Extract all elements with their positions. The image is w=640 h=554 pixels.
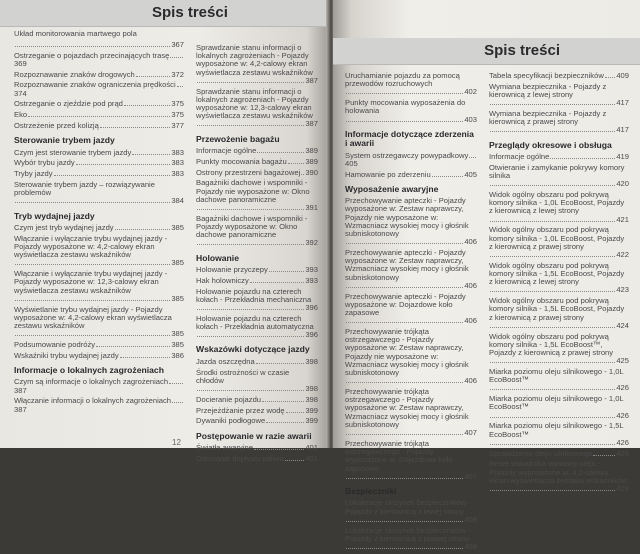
toc-entry-title: Wskaźniki trybu wydajnej jazdy	[14, 350, 119, 360]
toc-entry[interactable]	[489, 83, 629, 108]
toc-entry[interactable]	[14, 270, 184, 303]
toc-entry-page: 408	[464, 541, 477, 551]
toc-entry-page: 422	[616, 250, 629, 260]
toc-entry-page: 406	[464, 376, 477, 386]
toc-entry-title: Światła awaryjne	[196, 443, 253, 453]
toc-entry-title: System ostrzegawczy powypadkowy	[345, 150, 469, 160]
dot-leader	[177, 86, 183, 87]
toc-entry-page: 425	[616, 356, 629, 366]
toc-entry[interactable]	[14, 352, 184, 360]
dot-leader	[172, 402, 183, 403]
toc-entry-page: 383	[171, 158, 184, 168]
toc-entry-title: Wybór trybu jazdy	[14, 158, 75, 168]
toc-entry[interactable]	[345, 499, 477, 524]
toc-entry-page: 387	[305, 75, 318, 85]
toc-entry[interactable]	[489, 191, 629, 224]
toc-entry-title: Bagażniki dachowe i wspomniki - Pojazdy nie wyposażone w: Okno dachowe panoramiczne	[196, 178, 310, 204]
dot-leader	[346, 322, 463, 323]
toc-entry-title: Jazda oszczędna	[196, 356, 255, 366]
toc-entry-page: 374	[14, 88, 27, 98]
toc-entry-title: Informacje ogólne	[196, 146, 257, 156]
toc-entry-page: 399	[305, 416, 318, 426]
toc-entry-page: 398	[305, 394, 318, 404]
dot-leader	[169, 383, 183, 384]
section-heading: Wskazówki dotyczące jazdy	[196, 344, 310, 355]
dot-leader	[197, 244, 304, 245]
toc-entry-page: 387	[14, 404, 27, 414]
section-heading: Bezpieczniki	[345, 485, 397, 496]
toc-entry-title: Podsumowanie podróży	[14, 340, 96, 350]
toc-entry-title: Informacje ogólne	[489, 152, 550, 162]
toc-entry-title: Odcinanie dopływu paliwa	[196, 453, 284, 463]
dot-leader	[100, 127, 170, 128]
toc-entry-title: Holowanie przyczepy	[196, 265, 268, 275]
dot-leader	[197, 125, 304, 126]
right-page	[333, 0, 640, 551]
toc-entry-title: Punkty mocowania wyposażenia do holowania	[345, 98, 466, 116]
toc-entry-page: 407	[464, 428, 477, 438]
toc-entry[interactable]	[489, 226, 629, 259]
toc-entry-page: 420	[616, 179, 629, 189]
section-heading: Postępowanie w razie awarii	[196, 430, 312, 441]
toc-entry-title: Układ monitorowania martwego pola	[14, 29, 137, 38]
toc-entry[interactable]	[14, 235, 184, 268]
dot-leader	[301, 174, 304, 175]
dot-leader	[490, 291, 615, 292]
toc-entry-page: 377	[171, 120, 184, 130]
toc-entry-title: Przechowywanie apteczki - Pojazdy wyposażone w: Zestaw naprawczy, Pojazdy nie wyposażone w: Wzmacniacz wysokiej mocy i głośnik subniskotonowy	[345, 196, 469, 239]
toc-entry-title: Lokalizacje skrzynek bezpieczników - Pojazdy z kierownicą z prawej strony	[345, 525, 471, 543]
toc-entry[interactable]	[345, 99, 477, 124]
toc-entry[interactable]	[14, 159, 184, 167]
toc-entry[interactable]	[489, 368, 629, 393]
toc-entry[interactable]	[489, 333, 629, 366]
toc-entry-title: Lokalizacje skrzynek bezpieczników - Pojazdy z kierownicą z lewej strony	[345, 498, 471, 516]
toc-entry-title: Ostrzeganie o zjeździe pod prąd	[14, 99, 123, 109]
toc-entry-page: 399	[305, 405, 318, 415]
dot-leader	[490, 221, 615, 222]
section-heading: Wyposażenie awaryjne	[345, 183, 439, 194]
toc-entry-page: 383	[171, 147, 184, 157]
toc-entry-page: 421	[616, 214, 629, 224]
toc-entry-page: 396	[305, 303, 318, 313]
dot-leader	[490, 131, 615, 132]
toc-entry[interactable]	[196, 407, 318, 415]
dot-leader	[197, 209, 304, 210]
toc-entry-page: 419	[616, 152, 629, 162]
toc-entry[interactable]	[196, 288, 318, 313]
section-heading: Tryb wydajnej jazdy	[14, 210, 95, 221]
toc-entry-page: 385	[171, 258, 184, 268]
dot-leader	[250, 282, 305, 283]
toc-entry-page: 417	[616, 125, 629, 135]
toc-entry-page: 405	[464, 169, 477, 179]
toc-entry-title: Uruchamianie pojazdu za pomocą przewodów rozruchowych	[345, 71, 460, 89]
toc-entry-title: Dywaniki podłogowe	[196, 416, 266, 426]
section-heading: Sterowanie trybem jazdy	[14, 135, 115, 146]
dot-leader	[346, 521, 463, 522]
toc-entry[interactable]	[14, 111, 184, 119]
toc-entry-page: 390	[305, 167, 318, 177]
toc-entry-page: 428	[616, 484, 629, 494]
dot-leader	[490, 256, 615, 257]
toc-entry-page: 406	[464, 280, 477, 290]
toc-entry-page: 386	[171, 350, 184, 360]
dot-leader	[550, 158, 615, 159]
toc-entry-title: Czym są informacje o lokalnych zagrożeniach	[14, 377, 169, 387]
toc-entry[interactable]	[345, 171, 477, 179]
dot-leader	[285, 460, 305, 461]
section-heading: Przewożenie bagażu	[196, 133, 280, 144]
toc-entry[interactable]	[14, 41, 184, 49]
toc-entry-title: Sprawdzanie stanu informacji o lokalnych zagrożeniach - Pojazdy wyposażone w: 4,2-calowy ekran wyświetlacza zestawu wskaźników	[196, 43, 313, 77]
toc-entry-title: Miarka poziomu oleju silnikowego - 1,0L EcoBoost™	[489, 394, 624, 412]
toc-entry[interactable]	[14, 149, 184, 157]
toc-entry-title: Sprawdzanie stanu informacji o lokalnych zagrożeniach - Pojazdy wyposażone w: 12,3-calowy ekran wyświetlacza zestawu wskaźników	[196, 86, 313, 121]
toc-entry[interactable]	[14, 341, 184, 349]
toc-entry-page: 367	[171, 39, 184, 49]
toc-entry[interactable]	[196, 88, 318, 129]
toc-entry[interactable]	[196, 147, 318, 155]
left-column-2	[196, 44, 318, 466]
dot-leader	[346, 478, 463, 479]
dot-leader	[346, 93, 463, 94]
toc-entry-page: 383	[171, 169, 184, 179]
toc-entry[interactable]	[196, 266, 318, 274]
toc-entry[interactable]	[196, 358, 318, 366]
dot-leader	[76, 164, 171, 165]
toc-entry[interactable]	[14, 397, 184, 413]
toc-entry[interactable]	[196, 44, 318, 85]
toc-entry-page: 385	[171, 340, 184, 350]
toc-entry[interactable]	[14, 100, 184, 108]
dot-leader	[346, 121, 463, 122]
toc-entry-page: 393	[305, 275, 318, 285]
dot-leader	[197, 82, 304, 83]
dot-leader	[469, 157, 476, 158]
dot-leader	[269, 271, 305, 272]
dot-leader	[490, 327, 615, 328]
toc-entry[interactable]	[14, 306, 184, 339]
dot-leader	[257, 152, 304, 153]
toc-entry[interactable]	[489, 422, 629, 447]
dot-leader	[254, 449, 304, 450]
toc-entry-page: 384	[171, 196, 184, 206]
toc-entry-title: Włączanie i wyłączanie trybu wydajnej jazdy - Pojazdy wyposażone w: 12,3-calowy ekran wyświetlacza zestawu wskaźników	[14, 269, 168, 295]
toc-entry-title: Otwieranie i zamykanie pokrywy komory silnika	[489, 162, 625, 181]
dot-leader	[346, 548, 463, 549]
toc-entry-title: Punkty mocowania bagażu	[196, 156, 287, 166]
toc-entry-title: Włączanie informacji o lokalnych zagrożeniach	[14, 396, 172, 406]
dot-leader	[132, 154, 170, 155]
toc-entry-page: 402	[464, 87, 477, 97]
dot-leader	[593, 455, 615, 456]
toc-entry[interactable]	[14, 71, 184, 79]
dot-leader	[15, 202, 170, 203]
right-page-title: Spis treści	[484, 42, 560, 59]
toc-entry-title: Widok ogólny obszaru pod pokrywą komory silnika - 1,5L EcoBoost, Pojazdy z kierownicą z prawej strony	[489, 296, 625, 322]
dot-leader	[490, 185, 615, 186]
dot-leader	[170, 57, 183, 58]
toc-entry-page: 405	[345, 158, 358, 168]
toc-entry-page: 396	[305, 330, 318, 340]
toc-entry-page: 398	[305, 384, 318, 394]
toc-entry-page: 426	[616, 410, 629, 420]
toc-entry-page: 389	[305, 156, 318, 166]
toc-entry-title: Ostrony przestrzeni bagażowej	[196, 167, 301, 177]
dot-leader	[490, 490, 615, 491]
toc-entry-page: 423	[616, 285, 629, 295]
right-column-1	[345, 72, 477, 554]
toc-entry-page: 403	[464, 114, 477, 124]
toc-entry[interactable]	[345, 440, 477, 481]
toc-entry-title: Przechowywanie trójkąta ostrzegawczego - Pojazdy wyposażone w: Zestaw naprawczy, Pojazdy nie wyposażone w: Wzmacniacz wysokiej mocy i głośnik subniskotonowy	[345, 327, 469, 378]
dot-leader	[115, 229, 171, 230]
toc-entry-page: 401	[305, 453, 318, 463]
toc-entry[interactable]	[196, 455, 318, 463]
dot-leader	[346, 434, 463, 435]
toc-entry[interactable]	[14, 170, 184, 178]
toc-entry-page: 392	[305, 238, 318, 248]
dot-leader	[136, 76, 171, 77]
dot-leader	[15, 335, 170, 336]
dot-leader	[197, 390, 304, 391]
toc-entry-page: 389	[305, 146, 318, 156]
right-column-2	[489, 72, 629, 496]
toc-entry-page: 385	[171, 223, 184, 232]
dot-leader	[28, 116, 170, 117]
toc-entry-title: Widok ogólny obszaru pod pokrywą komory silnika - 1,5L EcoBoost™, Pojazdy z kierownicą z prawej strony	[489, 331, 614, 358]
toc-entry-title: Rozpoznawanie znaków drogowych	[14, 69, 135, 79]
toc-entry-title: Bagażniki dachowe i wspomniki - Pojazdy wyposażone w: Okno dachowe panoramiczne	[196, 213, 308, 240]
toc-entry[interactable]	[14, 224, 184, 232]
toc-entry-page: 369	[14, 58, 27, 68]
left-page-header	[0, 0, 330, 27]
toc-entry[interactable]	[489, 164, 629, 189]
toc-entry-title: Przechowywanie apteczki - Pojazdy wyposażone w: Zestaw naprawczy, Wzmacniacz wysokiej mocy i głośnik subniskotonowy	[345, 248, 469, 282]
toc-entry-page: 426	[616, 437, 629, 447]
toc-entry[interactable]	[489, 72, 629, 80]
toc-entry-page: 426	[616, 383, 629, 393]
toc-entry-title: Hamowanie po zderzeniu	[345, 169, 431, 179]
toc-entry[interactable]	[14, 122, 184, 130]
toc-entry[interactable]	[345, 293, 477, 326]
toc-entry-page: 398	[305, 356, 318, 366]
toc-entry-page: 372	[171, 69, 184, 79]
toc-entry-page: 417	[616, 98, 629, 108]
toc-entry-title: Czym jest tryb wydajnej jazdy	[14, 223, 114, 232]
toc-entry-page: 393	[305, 265, 318, 275]
right-page-header	[333, 38, 640, 65]
left-page-title: Spis treści	[152, 4, 228, 21]
toc-entry-page: 387	[14, 385, 27, 395]
toc-entry-title: Środki ostrożności w czasie chłodów	[196, 367, 290, 385]
toc-entry-page: 375	[171, 99, 184, 109]
toc-entry-title: Przechowywanie apteczki - Pojazdy wyposażone w: Dojazdowe koło zapasowe	[345, 291, 466, 318]
toc-entry[interactable]	[345, 328, 477, 385]
dot-leader	[490, 389, 615, 390]
toc-entry-page: 426	[616, 448, 629, 458]
dot-leader	[96, 346, 170, 347]
toc-entry[interactable]	[345, 388, 477, 437]
toc-entry-title: Ostrzeganie o pojazdach przecinających trasę	[14, 50, 170, 60]
toc-entry-title: Widok ogólny obszaru pod pokrywą komory silnika - 1,5L EcoBoost, Pojazdy z kierownicą z lewej strony	[489, 260, 625, 287]
toc-entry-page: 408	[464, 514, 477, 524]
toc-entry[interactable]	[489, 450, 629, 458]
toc-entry[interactable]	[196, 158, 318, 166]
section-heading: Informacje dotyczące zderzenia i awarii	[345, 128, 474, 149]
toc-entry-page: 385	[171, 329, 184, 339]
toc-entry-page: 409	[616, 71, 629, 80]
toc-entry[interactable]	[345, 197, 477, 246]
toc-entry-title: Wymiana bezpiecznika - Pojazdy z kierownicą z prawej strony	[489, 109, 607, 127]
toc-entry[interactable]	[489, 153, 629, 161]
toc-entry-title: Przechowywanie trójkąta ostrzegawczego - Pojazdy wyposażone w: Dojazdowe koło zapasowe	[345, 438, 453, 473]
dot-leader	[197, 336, 304, 337]
toc-entry-title: Rozpoznawanie znaków ograniczenia prędkości	[14, 80, 176, 90]
toc-entry-page: 387	[305, 119, 318, 129]
toc-entry[interactable]	[14, 30, 184, 38]
toc-entry-title: Miarka poziomu oleju silnikowego - 1,5L EcoBoost™	[489, 421, 624, 439]
toc-entry[interactable]	[196, 179, 318, 212]
toc-entry-page: 401	[305, 443, 318, 453]
dot-leader	[490, 104, 615, 105]
toc-entry-page: 407	[464, 471, 477, 481]
dot-leader	[605, 77, 616, 78]
dot-leader	[346, 382, 463, 383]
dot-leader	[15, 46, 170, 47]
dot-leader	[15, 264, 170, 265]
left-column-1	[14, 30, 184, 416]
dot-leader	[490, 417, 615, 418]
toc-entry[interactable]	[14, 52, 184, 68]
toc-entry-page: 424	[616, 320, 629, 330]
dot-leader	[120, 357, 171, 358]
toc-entry-title: Tabela specyfikacji bezpieczników	[489, 71, 604, 80]
dot-leader	[288, 163, 305, 164]
toc-entry-title: Ostrzeżenie przed kolizją	[14, 120, 99, 130]
toc-entry[interactable]	[196, 369, 318, 394]
toc-entry[interactable]	[489, 297, 629, 330]
toc-entry-title: Reset wskaźnika wymiany oleju - Pojazdy wyposażone w: 4,2-calowy ekran wyświetlacza zestawu wskaźników	[489, 459, 628, 485]
left-page-number: 12	[172, 438, 181, 447]
toc-entry[interactable]	[489, 110, 629, 135]
toc-entry-title: Docieranie pojazdu	[196, 394, 262, 404]
dot-leader	[490, 444, 615, 445]
toc-entry[interactable]	[14, 81, 184, 97]
toc-entry[interactable]	[196, 215, 318, 248]
toc-entry[interactable]	[14, 378, 184, 394]
toc-entry[interactable]	[345, 527, 477, 552]
left-page	[0, 0, 330, 463]
dot-leader	[346, 243, 463, 244]
toc-entry[interactable]	[196, 396, 318, 404]
toc-entry[interactable]	[345, 152, 477, 168]
toc-entry-title: Sterowanie trybem jazdy – rozwiązywanie problemów	[14, 179, 155, 198]
dot-leader	[15, 300, 170, 301]
section-heading: Informacje o lokalnych zagrożeniach	[14, 365, 164, 376]
toc-entry[interactable]	[196, 277, 318, 285]
toc-entry[interactable]	[14, 181, 184, 206]
toc-entry-title: Czym jest sterowanie trybem jazdy	[14, 147, 132, 157]
toc-entry-title: Przejeżdżanie przez wodę	[196, 405, 285, 415]
dot-leader	[266, 422, 304, 423]
dot-leader	[262, 401, 304, 402]
dot-leader	[124, 105, 170, 106]
toc-entry-title: Eko	[14, 110, 28, 120]
toc-entry[interactable]	[489, 262, 629, 295]
toc-entry[interactable]	[345, 249, 477, 290]
toc-entry-title: Holowanie pojazdu na czterech kołach - Przekładnia mechaniczna	[196, 286, 312, 304]
dot-leader	[256, 363, 305, 364]
dot-leader	[197, 309, 304, 310]
toc-entry-page: 406	[464, 316, 477, 326]
toc-entry-page: 375	[171, 110, 184, 120]
toc-entry[interactable]	[345, 72, 477, 97]
toc-entry-title: Widok ogólny obszaru pod pokrywą komory silnika - 1,0L EcoBoost, Pojazdy z kierownicą z lewej strony	[489, 190, 625, 216]
dot-leader	[286, 412, 305, 413]
toc-entry-title: Widok ogólny obszaru pod pokrywą komory silnika - 1,0L EcoBoost, Pojazdy z kierownicą z prawej strony	[489, 225, 625, 251]
toc-entry-title: Tryby jazdy	[14, 169, 53, 179]
toc-entry-title: Miarka poziomu oleju silnikowego - 1,0L EcoBoost™	[489, 367, 624, 385]
dot-leader	[54, 175, 171, 176]
toc-entry[interactable]	[196, 315, 318, 340]
toc-entry[interactable]	[489, 395, 629, 420]
dot-leader	[432, 176, 464, 177]
toc-entry-title: Hak holowniczy	[196, 275, 249, 285]
toc-entry[interactable]	[196, 444, 318, 452]
toc-entry[interactable]	[489, 460, 629, 493]
toc-entry-page: 391	[305, 203, 318, 213]
toc-entry-page: 406	[464, 237, 477, 247]
toc-entry-title: Włączanie i wyłączanie trybu wydajnej jazdy - Pojazdy wyposażone w: 4,2-calowy ekran wyświetlacza zestawu wskaźników	[14, 233, 168, 260]
section-heading: Przeglądy okresowe i obsługa	[489, 139, 612, 150]
toc-entry-title: Przechowywanie trójkąta ostrzegawczego - Pojazdy wyposażone w: Zestaw naprawczy, Wzmacniacz wysokiej mocy i głośnik subniskotonowy	[345, 387, 469, 429]
toc-entry[interactable]	[196, 417, 318, 425]
dot-leader	[346, 287, 463, 288]
section-heading: Holowanie	[196, 252, 239, 263]
toc-entry-title: Wymiana bezpiecznika - Pojazdy z kierownicą z lewej strony	[489, 81, 607, 99]
dot-leader	[490, 362, 615, 363]
toc-entry-title: Sprawdzenie oleju silnikowego	[489, 448, 593, 458]
toc-entry-title: Holowanie pojazdu na czterech kołach - Przekładnia automatyczna	[196, 313, 314, 332]
toc-entry-title: Wyświetlanie trybu wydajnej jazdy - Pojazdy wyposażone w: 4,2-calowy ekran wyświetlacza zestawu wskaźników	[14, 304, 172, 331]
toc-entry-page: 385	[171, 293, 184, 303]
toc-entry[interactable]	[196, 169, 318, 177]
